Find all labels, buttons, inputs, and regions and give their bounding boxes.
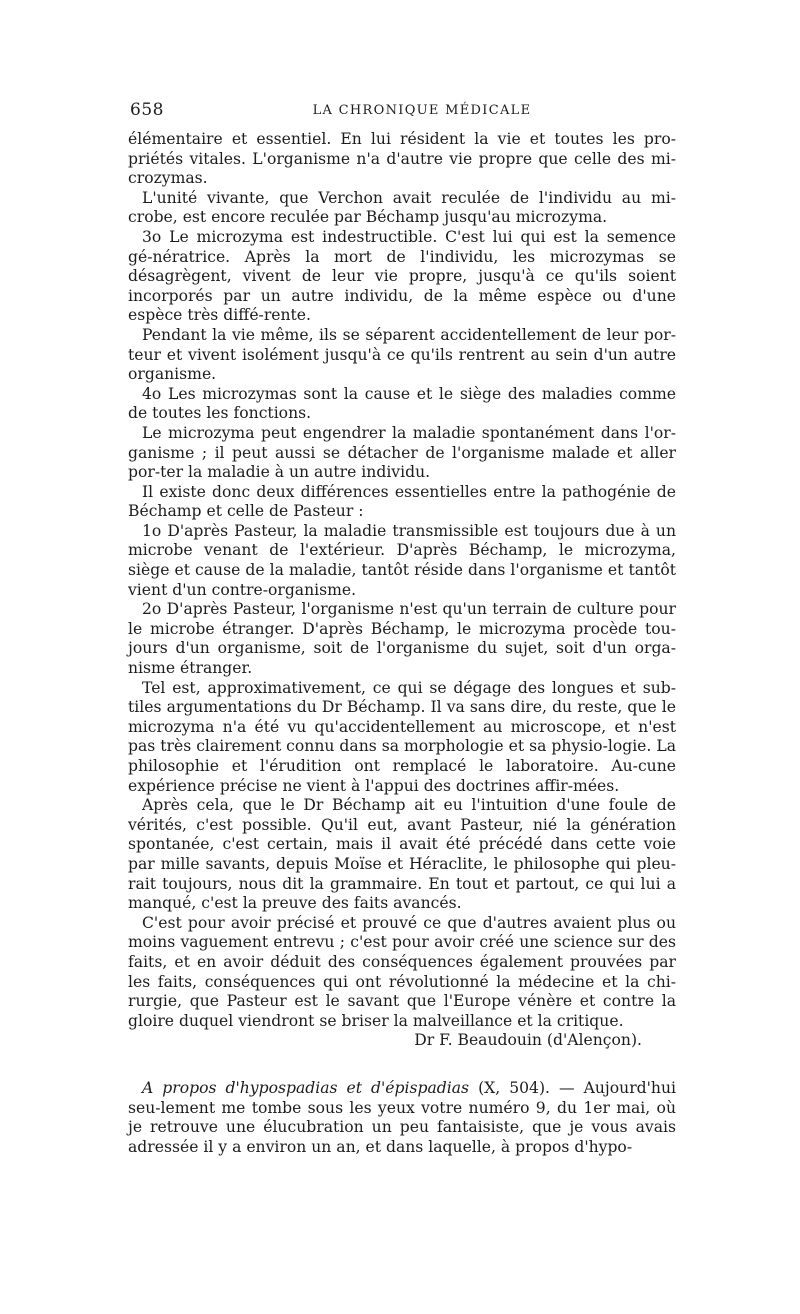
paragraph: Tel est, approximativement, ce qui se dégage des longues et sub-tiles argumentations du Dr Béchamp. Il va sans dire, du reste, que le microzyma n'a été vu qu'accidentellement au microscope, et n'est pas très clairement connu dans sa morphologie et sa physio-logie. La philosophie et l'érudition ont remplacé le laboratoire. Au-cune expérience précise ne vient à l'appui des doctrines affir-mées. xyxy=(128,678,676,795)
paragraph: élémentaire et essentiel. En lui résident la vie et toutes les pro-priétés vitales. L'organisme n'a d'autre vie propre que celle des mi-crozymas. xyxy=(128,130,676,188)
paragraph: 4o Les microzymas sont la cause et le siège des maladies comme de toutes les fonctions. xyxy=(128,384,676,423)
paragraph: Après cela, que le Dr Béchamp ait eu l'intuition d'une foule de vérités, c'est possible. Qu'il eut, avant Pasteur, nié la génération spontanée, c'est certain, mais il avait été précédé dans cette voie par mille savants, depuis Moïse et Héraclite, le philosophe qui pleu-rait toujours, nous dit la grammaire. En tout et partout, ce qui lui a manqué, c'est la preuve des faits avancés. xyxy=(128,796,676,913)
signature: Dr F. Beaudouin (d'Alençon). xyxy=(414,1031,642,1050)
section-text: (X, 504). — Aujourd'hui seu-lement me tombe sous les yeux votre numéro 9, du 1er mai, où je retrouve une élucubration un peu fantaisiste, que je vous avais adressée il y a environ un an, et dans laquelle, à propos d'hypo- xyxy=(128,1078,676,1156)
paragraph: Le microzyma peut engendrer la maladie spontanément dans l'or-ganisme ; il peut aussi se détacher de l'organisme malade et aller por-ter la maladie à un autre individu. xyxy=(128,423,676,482)
paragraph: C'est pour avoir précisé et prouvé ce que d'autres avaient plus ou moins vaguement entrevu ; c'est pour avoir créé une science sur des faits, et en avoir déduit des conséquences également prouvées par les faits, conséquences qui ont révolutionné la médecine et la chi-rurgie, que Pasteur est le savant que l'Europe vénère et contre la gloire duquel viendront se briser la malveillance et la critique. xyxy=(128,913,676,1030)
paragraph: L'unité vivante, que Verchon avait reculée de l'individu au mi-crobe, est encore reculée par Béchamp jusqu'au microzyma. xyxy=(128,188,676,227)
page-number: 658 xyxy=(130,100,164,120)
paragraph: Pendant la vie même, ils se séparent accidentellement de leur por-teur et vivent isolément jusqu'à ce qu'ils rentrent au sein d'un autre organisme. xyxy=(128,325,676,384)
running-title: LA CHRONIQUE MÉDICALE xyxy=(312,103,532,118)
article-body xyxy=(128,130,676,1157)
section-gap xyxy=(128,1051,676,1079)
page xyxy=(128,100,676,1157)
paragraph: Il existe donc deux différences essentielles entre la pathogénie de Béchamp et celle de Pasteur : xyxy=(128,482,676,521)
paragraph: 1o D'après Pasteur, la maladie transmissible est toujours due à un microbe venant de l'extérieur. D'après Béchamp, le microzyma, siège et cause de la maladie, tantôt réside dans l'organisme et tantôt vient d'un contre-organisme. xyxy=(128,521,676,599)
page-header xyxy=(128,100,676,130)
paragraph: 3o Le microzyma est indestructible. C'est lui qui est la semence gé-nératrice. Après la mort de l'individu, les microzymas se désagrègent, vivent de leur vie propre, jusqu'à ce qu'ils soient incorporés par un autre individu, de la même espèce ou d'une espèce très diffé-rente. xyxy=(128,227,676,325)
section-paragraph xyxy=(128,1079,676,1157)
section-title: A propos d'hypospadias et d'épispadias xyxy=(142,1078,470,1097)
paragraph: 2o D'après Pasteur, l'organisme n'est qu'un terrain de culture pour le microbe étranger. D'après Béchamp, le microzyma procède tou-jours d'un organisme, soit de l'organisme du sujet, soit d'un orga-nisme étranger. xyxy=(128,600,676,678)
